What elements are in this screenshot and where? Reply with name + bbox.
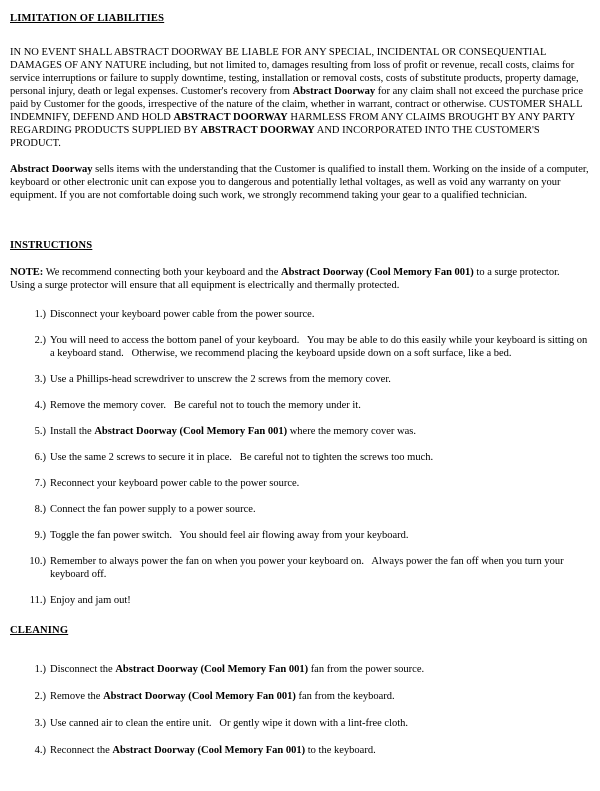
step-text bbox=[50, 555, 590, 581]
text-run: Use canned air to clean the entire unit. Or gently wipe it down with a lint-free cloth. bbox=[50, 718, 409, 729]
step-item bbox=[10, 477, 590, 490]
instructions-steps-list bbox=[10, 308, 590, 607]
text-run: Remember to always power the fan on when you power your keyboard on. Always power the fan off when you turn your keyboard off. bbox=[50, 556, 567, 580]
step-number: 3.) bbox=[34, 374, 46, 385]
text-run: sells items with the understanding that the Customer is qualified to install them. Working on the inside of a computer, keyboard or other electronic unit can expose you to dangerous and potentially lethal voltages, as well as void any warranty on your equipment. If you are not comfortable doing such work, we strongly recommend taking your gear to a qualified technician. bbox=[10, 164, 592, 201]
step-text bbox=[50, 594, 590, 607]
text-run: IN NO EVENT SHALL ABSTRACT DOORWAY BE LIABLE FOR ANY SPECIAL, INCIDENTAL OR CONSEQUENTIAL DAMAGES OF ANY NATURE including, but not limited to, damages resulting from loss of profit or revenue, recall costs, claims for service interruptions or failure to supply downtime, testing, installation or removal costs, costs of substitute products, property damage, personal injury, death or legal expenses. Customer's recovery from bbox=[10, 47, 582, 97]
text-run: Remove the memory cover. Be careful not to touch the memory under it. bbox=[50, 400, 361, 411]
bold-text: Abstract Doorway (Cool Memory Fan 001) bbox=[103, 691, 296, 702]
text-run: fan from the keyboard. bbox=[295, 691, 395, 702]
text-run: Reconnect the bbox=[50, 745, 113, 756]
step-text bbox=[50, 373, 590, 386]
step-item bbox=[10, 690, 590, 703]
text-run: Use the same 2 screws to secure it in place. Be careful not to tighten the screws too much. bbox=[50, 452, 434, 463]
text-run: where the memory cover was. bbox=[287, 426, 416, 437]
step-number: 1.) bbox=[34, 309, 46, 320]
step-number: 2.) bbox=[34, 691, 46, 702]
text-run: HARMLESS FROM ANY CLAIMS BROUGHT BY ANY PARTY REGARDING PRODUCTS SUPPLIED BY bbox=[10, 112, 578, 136]
text-run: We recommend connecting both your keyboard and the bbox=[43, 267, 282, 278]
text-run: for any claim shall not exceed the purchase price paid by Customer for the goods, irrespective of the nature of the claim, whether in warrant, contract or otherwise. CUSTOMER SHALL INDEMNIFY, DEFEND AND HOLD bbox=[10, 86, 586, 123]
step-text bbox=[50, 529, 590, 542]
step-item bbox=[10, 451, 590, 464]
step-text bbox=[50, 308, 590, 321]
text-run: Use a Phillips-head screwdriver to unscrew the 2 screws from the memory cover. bbox=[50, 374, 391, 385]
step-text bbox=[50, 717, 590, 730]
step-item bbox=[10, 373, 590, 386]
text-run: to a surge protector. Using a surge protector will ensure that all equipment is electrically and thermally protected. bbox=[10, 267, 568, 291]
step-number: 9.) bbox=[34, 530, 46, 541]
step-text bbox=[50, 690, 590, 703]
step-item bbox=[10, 555, 590, 581]
text-run: Disconnect the bbox=[50, 664, 116, 675]
step-item bbox=[10, 717, 590, 730]
step-number: 5.) bbox=[34, 426, 46, 437]
bold-text: NOTE: bbox=[10, 267, 44, 278]
text-run: Enjoy and jam out! bbox=[50, 595, 131, 606]
step-number: 3.) bbox=[34, 718, 46, 729]
step-item bbox=[10, 334, 590, 360]
step-number: 8.) bbox=[34, 504, 46, 515]
bold-text: Abstract Doorway bbox=[292, 86, 376, 97]
bold-text: Abstract Doorway (Cool Memory Fan 001) bbox=[281, 267, 474, 278]
bold-text: Abstract Doorway bbox=[10, 164, 93, 175]
step-item bbox=[10, 308, 590, 321]
text-run: AND INCORPORATED INTO THE CUSTOMER'S PRODUCT. bbox=[10, 125, 543, 149]
step-text bbox=[50, 334, 590, 360]
step-item bbox=[10, 594, 590, 607]
liabilities-paragraph-2 bbox=[10, 163, 590, 202]
step-item bbox=[10, 399, 590, 412]
step-text bbox=[50, 503, 590, 516]
text-run: Connect the fan power supply to a power source. bbox=[50, 504, 256, 515]
liabilities-heading: LIMITATION OF LIABILITIES bbox=[10, 13, 165, 24]
text-run: Disconnect your keyboard power cable from the power source. bbox=[50, 309, 315, 320]
text-run: Install the bbox=[50, 426, 95, 437]
section-limitation-of-liabilities bbox=[10, 12, 590, 202]
step-number: 6.) bbox=[34, 452, 46, 463]
text-run: to the keyboard. bbox=[305, 745, 376, 756]
liabilities-paragraph-1 bbox=[10, 46, 590, 150]
step-text bbox=[50, 451, 590, 464]
text-run: Reconnect your keyboard power cable to the power source. bbox=[50, 478, 300, 489]
text-run: You will need to access the bottom panel of your keyboard. You may be able to do this easily while your keyboard is sitting on a keyboard stand. Otherwise, we recommend placing the keyboard upside down on a soft surface, like a bed. bbox=[50, 335, 590, 359]
section-instructions bbox=[10, 239, 590, 607]
step-item bbox=[10, 503, 590, 516]
text-run: Remove the bbox=[50, 691, 104, 702]
step-number: 10.) bbox=[29, 556, 46, 567]
step-item bbox=[10, 663, 590, 676]
instructions-note bbox=[10, 266, 590, 292]
step-number: 4.) bbox=[34, 745, 46, 756]
step-number: 2.) bbox=[34, 335, 46, 346]
bold-text: ABSTRACT DOORWAY bbox=[200, 125, 315, 136]
cleaning-heading: CLEANING bbox=[10, 625, 69, 636]
step-number: 11.) bbox=[29, 595, 46, 606]
step-text bbox=[50, 477, 590, 490]
section-cleaning bbox=[10, 624, 590, 757]
bold-text: Abstract Doorway (Cool Memory Fan 001) bbox=[94, 426, 288, 437]
instructions-heading: INSTRUCTIONS bbox=[10, 240, 93, 251]
step-number: 7.) bbox=[34, 478, 46, 489]
step-text bbox=[50, 399, 590, 412]
text-run: Toggle the fan power switch. You should feel air flowing away from your keyboard. bbox=[50, 530, 409, 541]
step-item bbox=[10, 425, 590, 438]
text-run: fan from the power source. bbox=[308, 664, 425, 675]
step-text bbox=[50, 744, 590, 757]
bold-text: Abstract Doorway (Cool Memory Fan 001) bbox=[115, 664, 309, 675]
step-item bbox=[10, 744, 590, 757]
cleaning-steps-list bbox=[10, 663, 590, 757]
bold-text: Abstract Doorway (Cool Memory Fan 001) bbox=[112, 745, 306, 756]
step-number: 4.) bbox=[34, 400, 46, 411]
step-item bbox=[10, 529, 590, 542]
step-number: 1.) bbox=[34, 664, 46, 675]
step-text bbox=[50, 663, 590, 676]
step-text bbox=[50, 425, 590, 438]
bold-text: ABSTRACT DOORWAY bbox=[173, 112, 288, 123]
